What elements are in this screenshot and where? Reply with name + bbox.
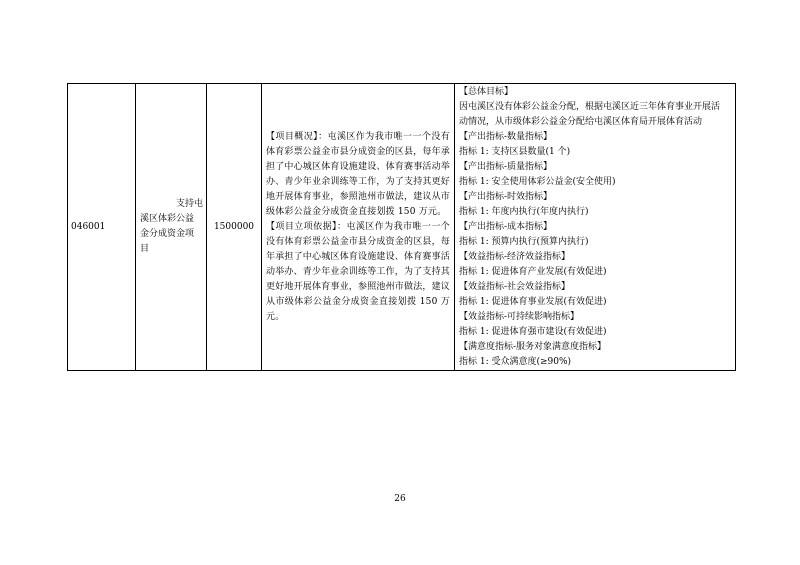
goal-line: 【总体目标】: [459, 87, 514, 97]
goal-line: 指标 1: 促进体育产业发展(有效促进): [459, 267, 607, 277]
description-cell: [262, 84, 455, 371]
project-name-line: 目: [140, 244, 150, 254]
goal-line: 【效益指标-经济效益指标】: [459, 252, 571, 262]
goal-line: 指标 1: 受众满意度(≥90%): [459, 357, 572, 367]
project-code: 046001: [71, 221, 106, 232]
project-name-line: 金分成资金项: [140, 229, 195, 239]
project-name-cell: [136, 84, 207, 371]
goal-line: 【效益指标-社会效益指标】: [459, 282, 571, 292]
goal-line: 动情况，从市级体彩公益金分配给屯溪区体育局开展体育活动: [459, 117, 703, 127]
project-code-cell: [68, 84, 136, 371]
goal-line: 【产出指标-质量指标】: [459, 162, 553, 172]
goal-line: 指标 1: 促进体育事业发展(有效促进): [459, 297, 607, 307]
table-row: [68, 84, 736, 371]
page-number: 26: [394, 494, 406, 504]
project-table: [67, 83, 736, 371]
goal-line: 【产出指标-时效指标】: [459, 192, 553, 202]
goal-line: 指标 1: 促进体育强市建设(有效促进): [459, 327, 607, 337]
project-basis: 【项目立项依据】：屯溪区作为我市唯一一个没有体育彩票公益金市县分成资金的区县，每年承担了中心城区体育设施建设、体育赛事活动举办、青少年业余训练等工作，为了支持其更好地开展体育事业，参照池州市做法，建议从市级体彩公益金分成资金直接划拨 150 万元。: [266, 221, 451, 322]
project-description: [262, 130, 454, 325]
goal-line: 【效益指标-可持续影响指标】: [459, 312, 580, 322]
project-name: [136, 197, 206, 257]
amount-cell: [207, 84, 262, 371]
goals-cell: [455, 84, 736, 371]
goal-line: 指标 1: 安全使用体彩公益金(安全使用): [459, 177, 616, 187]
goal-line: 指标 1: 预算内执行(预算内执行): [459, 237, 589, 247]
goal-line: 因屯溪区没有体彩公益金分配，根据屯溪区近三年体育事业开展活: [459, 102, 721, 112]
project-name-line: 溪区体彩公益: [140, 214, 195, 224]
project-name-line: 支持屯: [175, 199, 203, 209]
goal-line: 指标 1: 年度内执行(年度内执行): [459, 207, 589, 217]
performance-goals: [455, 84, 735, 370]
goal-line: 【满意度指标-服务对象满意度指标】: [459, 342, 607, 352]
goal-line: 指标 1: 支持区县数量(1 个): [459, 147, 571, 157]
goal-line: 【产出指标-成本指标】: [459, 222, 553, 232]
project-amount: 1500000: [213, 221, 255, 232]
goal-line: 【产出指标-数量指标】: [459, 132, 553, 142]
project-overview: 【项目概况】：屯溪区作为我市唯一一个没有体育彩票公益金市县分成资金的区县，每年承担了中心城区体育设施建设、体育赛事活动举办、青少年业余训练等工作，为了支持其更好地开展体育事业，参照池州市做法，建议从市级体彩公益金分成资金直接划拨 150 万元。: [266, 131, 451, 217]
